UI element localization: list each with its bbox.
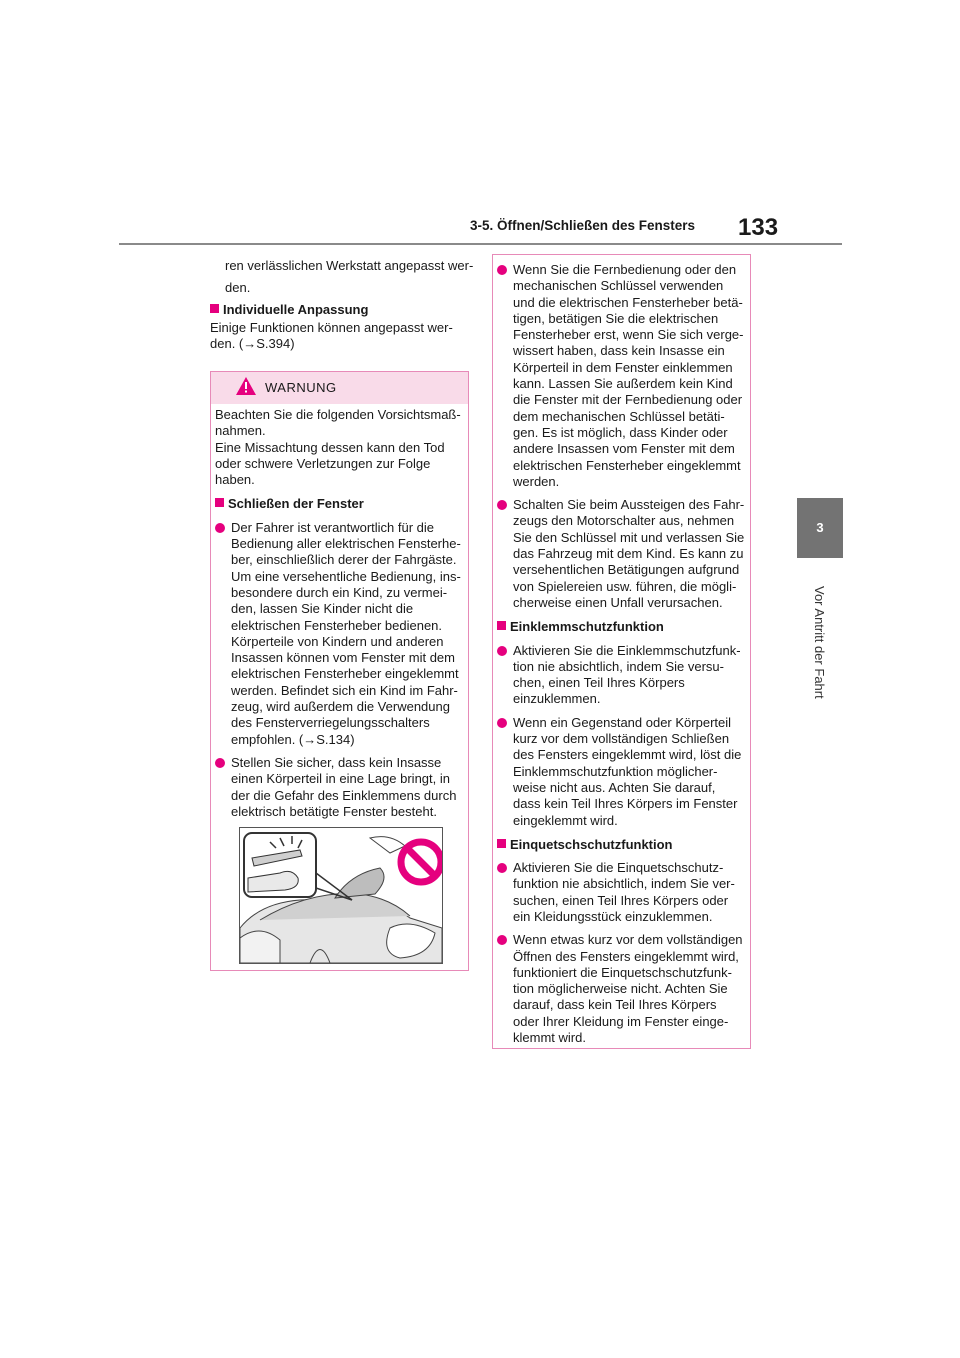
warning-section-heading [215, 496, 465, 512]
lead-line-2: den. [225, 280, 251, 296]
window-pinch-illustration [239, 827, 443, 964]
square-bullet-icon [497, 621, 506, 630]
warning-bullet [497, 497, 747, 611]
square-bullet-icon [497, 839, 506, 848]
warning-bullet-text: Stellen Sie sicher, dass kein Insasse einen Körperteil in eine Lage bringt, in der die Gefahr des Einklemmens durch elektrisch betätigte Fenster besteht. [231, 754, 457, 819]
warning-bullet-text: Wenn ein Gegenstand oder Körperteil kurz vor dem vollständigen Schließen des Fensters eingeklemmt wird, löst die Einklemmschutzfunktion möglicher- weise nicht aus. Achten Sie darauf, dass kein Teil Ihres Körpers im Fenster eingeklemmt wird. [513, 714, 742, 828]
pinch-protection-heading-text: Einklemmschutzfunktion [510, 619, 664, 635]
chapter-tab: 3 [797, 498, 843, 558]
custom-heading [210, 302, 368, 317]
pinch-protection-heading [497, 619, 747, 635]
warning-box [210, 371, 469, 971]
warning-intro: Beachten Sie die folgenden Vorsichtsmaß- nahmen. Eine Missachtung dessen kann den Tod oder schwere Verletzungen zur Folge haben. [215, 407, 461, 488]
bullet-dot-icon [497, 265, 507, 275]
custom-text [210, 320, 475, 353]
page-number: 133 [738, 214, 779, 241]
section-title: 3-5. Öffnen/Schließen des Fensters [470, 218, 696, 233]
lead-line-1: ren verlässlichen Werkstatt angepasst wer- [225, 258, 474, 273]
square-bullet-icon [210, 304, 219, 313]
warning-bullet-text: Wenn etwas kurz vor dem vollständigen Öffnen des Fensters eingeklemmt wird, funktioniert die Einquetschschutzfunk- tion möglicherweise nicht. Achten Sie darauf, dass kein Teil Ihres Körpers oder Ihrer Kleidung im Fenster einge- klemmt wird. [513, 932, 743, 1046]
warning-bullet [497, 262, 747, 490]
bullet-dot-icon [497, 863, 507, 873]
warning-header [211, 372, 468, 404]
custom-line-1: Einige Funktionen können angepasst wer- [210, 320, 453, 335]
car-window-drawing [240, 828, 442, 963]
bullet-dot-icon [497, 646, 507, 656]
custom-heading-text: Individuelle Anpassung [223, 302, 369, 317]
bullet-dot-icon [497, 718, 507, 728]
square-bullet-icon [215, 498, 224, 507]
warning-bullet [497, 860, 747, 925]
warning-title: WARNUNG [265, 380, 337, 395]
warning-body [215, 407, 465, 820]
warning-triangle-icon [236, 377, 256, 395]
warning-bullet [497, 643, 747, 708]
jam-protection-heading-text: Einquetschschutzfunktion [510, 836, 673, 852]
jam-protection-heading [497, 837, 747, 853]
bullet-dot-icon [215, 523, 225, 533]
warning-bullet-text: Wenn Sie die Fernbedienung oder den mechanischen Schlüssel verwenden und die elektrischen Fensterheber betä- tigen, betätigen Sie die elektrischen Fensterheber erst, wenn Sie sich verge- wissert haben, dass kein Insasse ein Körperteil in dem Fenster einklemmen kann. Lassen Sie außerdem kein Kind die Fenster mit der Fernbedienung oder dem mechanischen Schlüssel betäti- gen. Es ist möglich, dass Kinder oder andere Insassen vom Fenster mit dem elektrischen Fensterheber eingeklemmt werden. [513, 262, 744, 489]
warning-section-heading-text: Schließen der Fenster [228, 496, 364, 512]
bullet-dot-icon [215, 758, 225, 768]
warning-bullet [215, 520, 465, 748]
bullet-dot-icon [497, 500, 507, 510]
custom-line-2: den. (→S.394) [210, 336, 295, 352]
warning-continued-body [497, 259, 747, 1046]
warning-bullet-text: Aktivieren Sie die Einklemmschutzfunk- tion nie absichtlich, indem Sie versu- chen, einen Teil Ihres Körpers einzuklemmen. [513, 642, 741, 707]
warning-box-continued [492, 254, 751, 1049]
bullet-dot-icon [497, 935, 507, 945]
warning-bullet-text: Aktivieren Sie die Einquetschschutz- funktion nie absichtlich, indem Sie ver- suchen, einen Teil Ihres Körpers oder ein Kleidungsstück einzuklemmen. [513, 860, 735, 924]
warning-bullet [215, 755, 465, 820]
warning-bullet [497, 932, 747, 1046]
lead-text [225, 258, 475, 297]
header-divider [119, 243, 842, 245]
warning-bullet-text: Schalten Sie beim Aussteigen des Fahr- zeugs den Motorschalter aus, nehmen Sie den Schlüssel mit und verlassen Sie das Fahrzeug mit dem Kind. Es kann zu versehentlichen Betätigungen aufgrund von Spielereien usw. führen, die mögli- cherweise einen Unfall verursachen. [513, 497, 745, 610]
chapter-label: Vor Antritt der Fahrt [812, 586, 827, 699]
prohibition-icon [401, 842, 441, 882]
warning-bullet [497, 715, 747, 829]
warning-bullet-text: Der Fahrer ist verantwortlich für die Bedienung aller elektrischen Fensterhe- ber, einschließlich derer der Fahrgäste. Um eine versehentliche Bedienung, ins- besondere durch ein Kind, zu vermei- den, lassen Sie Kinder nicht die elektrischen Fensterheber bedienen. Körperteile von Kindern und anderen Insassen können vom Fenster mit dem elektrischen Fensterheber eingeklemmt werden. Befindet sich ein Kind im Fahr- zeug, wird außerdem die Verwendung des Fensterverriegelungsschalters empfohlen. (→S.134) [231, 519, 461, 747]
